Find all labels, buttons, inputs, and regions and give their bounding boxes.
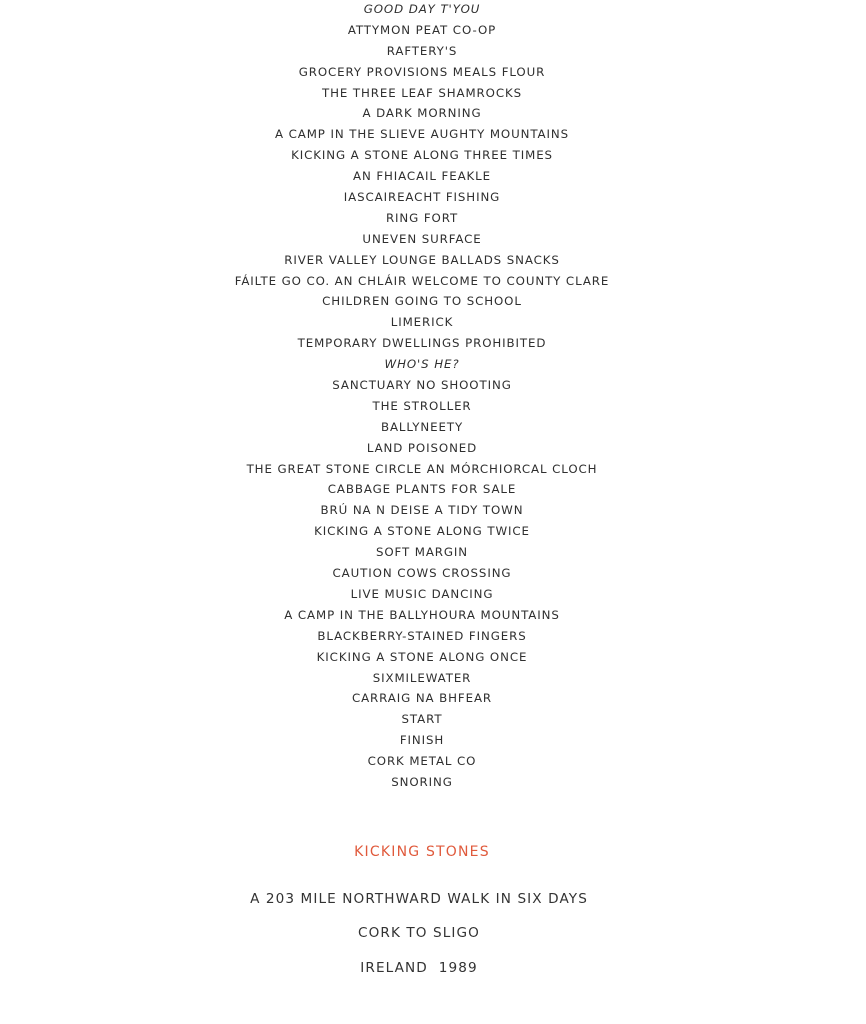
list-item: AN FHIACAIL FEAKLE [352, 169, 492, 184]
list-item: GROCERY PROVISIONS MEALS FLOUR [298, 64, 546, 79]
list-item: KICKING A STONE ALONG TWICE [314, 524, 530, 539]
list-item: LAND POISONED [366, 440, 478, 455]
list-item: THE THREE LEAF SHAMROCKS [322, 85, 522, 100]
list-item: THE STROLLER [372, 398, 472, 413]
list-item: FINISH [399, 733, 445, 748]
list-item: SOFT MARGIN [375, 545, 469, 560]
place-year: IRELAND 1989 [360, 960, 478, 976]
list-item: RAFTERY'S [386, 43, 458, 58]
list-item: KICKING A STONE ALONG ONCE [316, 649, 528, 664]
list-item: BLACKBERRY-STAINED FINGERS [317, 628, 527, 643]
list-item: CHILDREN GOING TO SCHOOL [322, 294, 522, 309]
list-item: CORK METAL CO [367, 754, 477, 769]
list-item: BRÚ NA N DEISE A TIDY TOWN [320, 503, 524, 518]
list-item: RIVER VALLEY LOUNGE BALLADS SNACKS [284, 252, 560, 267]
list-item: UNEVEN SURFACE [362, 231, 482, 246]
work-title: KICKING STONES [354, 844, 490, 860]
list-item: START [401, 712, 443, 727]
list-item: FÁILTE GO CO. AN CHLÁIR WELCOME TO COUNTY CLARE [234, 273, 610, 288]
list-item: CARRAIG NA BHFEAR [351, 691, 493, 706]
list-item: KICKING A STONE ALONG THREE TIMES [291, 148, 553, 163]
route: CORK TO SLIGO [358, 925, 480, 941]
list-item: A CAMP IN THE SLIEVE AUGHTY MOUNTAINS [274, 127, 570, 142]
list-item: RING FORT [385, 210, 459, 225]
list-item: LIVE MUSIC DANCING [350, 586, 494, 601]
list-item: IASCAIREACHT FISHING [343, 190, 501, 205]
list-item: SANCTUARY NO SHOOTING [332, 378, 512, 393]
list-item: BALLYNEETY [380, 419, 464, 434]
list-item: CAUTION COWS CROSSING [332, 566, 512, 581]
list-item: TEMPORARY DWELLINGS PROHIBITED [297, 336, 547, 351]
list-item: WHO'S HE? [384, 357, 460, 372]
list-item: A CAMP IN THE BALLYHOURA MOUNTAINS [284, 607, 560, 622]
walk-description: A 203 MILE NORTHWARD WALK IN SIX DAYS [250, 891, 588, 907]
list-item: CABBAGE PLANTS FOR SALE [327, 482, 517, 497]
list-item: LIMERICK [390, 315, 454, 330]
list-item: THE GREAT STONE CIRCLE AN MÓRCHIORCAL CLOCH [246, 461, 598, 476]
list-item: A DARK MORNING [362, 106, 482, 121]
list-item: GOOD DAY T'YOU [363, 2, 481, 16]
list-item: SNORING [391, 774, 453, 789]
list-item: SIXMILEWATER [372, 670, 472, 685]
list-item: ATTYMON PEAT CO-OP [347, 22, 497, 37]
